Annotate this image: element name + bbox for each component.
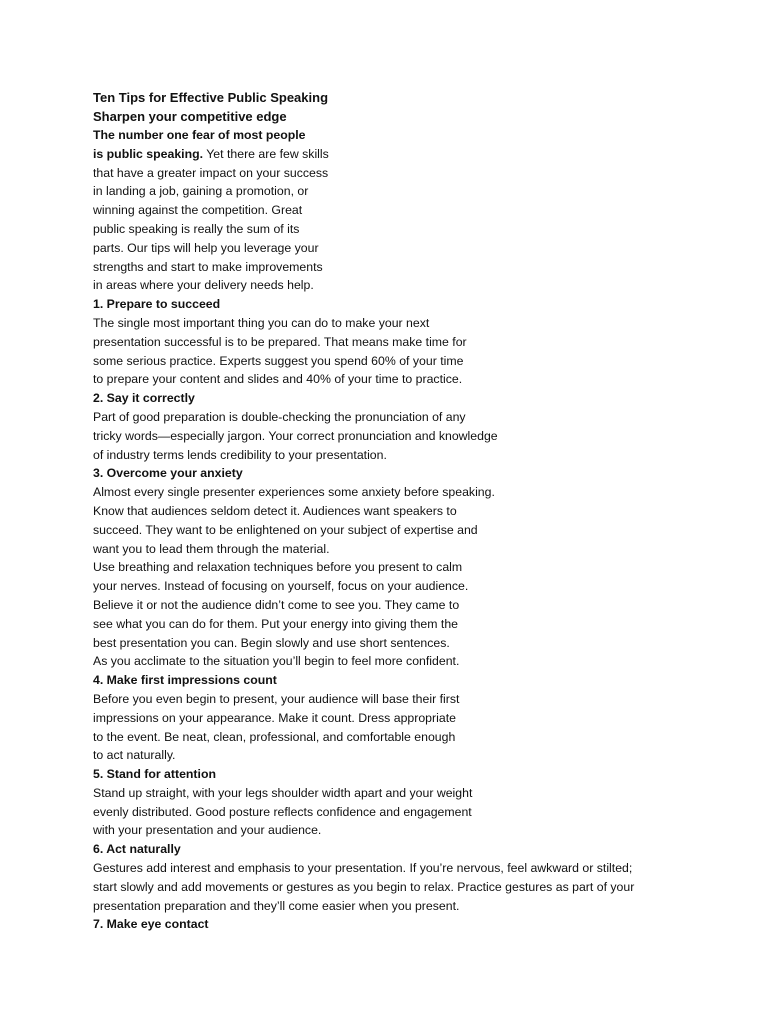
section-line: start slowly and add movements or gestures as you begin to relax. Practice gestures as part of your xyxy=(93,879,635,894)
section-line: best presentation you can. Begin slowly and use short sentences. xyxy=(93,635,450,650)
document-page xyxy=(93,88,733,934)
section-line: Almost every single presenter experiences some anxiety before speaking. xyxy=(93,485,495,500)
intro-line: in landing a job, gaining a promotion, or xyxy=(93,184,309,199)
section-line: Know that audiences seldom detect it. Audiences want speakers to xyxy=(93,503,457,518)
intro-lead-rest: Yet there are few skills xyxy=(203,146,329,161)
intro-line: that have a greater impact on your success xyxy=(93,165,329,180)
section-heading: 7. Make eye contact xyxy=(93,917,209,932)
section-line: The single most important thing you can do to make your next xyxy=(93,315,430,330)
section-heading: 1. Prepare to succeed xyxy=(93,297,221,312)
section-line: tricky words—especially jargon. Your correct pronunciation and knowledge xyxy=(93,428,498,443)
section-line: Use breathing and relaxation techniques before you present to calm xyxy=(93,560,463,575)
intro-line: winning against the competition. Great xyxy=(93,203,303,218)
section-line: your nerves. Instead of focusing on yourself, focus on your audience. xyxy=(93,579,469,594)
section-first-impressions xyxy=(93,671,733,765)
section-line: see what you can do for them. Put your energy into giving them the xyxy=(93,616,459,631)
section-line: some serious practice. Experts suggest you spend 60% of your time xyxy=(93,353,464,368)
intro-paragraph xyxy=(93,126,733,295)
section-line: Gestures add interest and emphasis to your presentation. If you’re nervous, feel awkward or stilted; xyxy=(93,861,633,876)
intro-line: public speaking is really the sum of its xyxy=(93,221,300,236)
section-line: impressions on your appearance. Make it count. Dress appropriate xyxy=(93,710,456,725)
section-line: presentation preparation and they’ll come easier when you present. xyxy=(93,898,460,913)
section-heading: 5. Stand for attention xyxy=(93,767,216,782)
section-line: presentation successful is to be prepared. That means make time for xyxy=(93,334,467,349)
document-title: Ten Tips for Effective Public Speaking xyxy=(93,90,329,105)
section-overcome-anxiety xyxy=(93,464,733,671)
section-line: with your presentation and your audience. xyxy=(93,823,322,838)
section-heading: 2. Say it correctly xyxy=(93,391,195,406)
section-line: to prepare your content and slides and 40% of your time to practice. xyxy=(93,372,463,387)
intro-line: parts. Our tips will help you leverage your xyxy=(93,240,319,255)
intro-lead-line: The number one fear of most people xyxy=(93,128,306,142)
section-line: Stand up straight, with your legs shoulder width apart and your weight xyxy=(93,785,473,800)
section-say-it-correctly xyxy=(93,389,733,464)
section-line: succeed. They want to be enlightened on your subject of expertise and xyxy=(93,522,478,537)
intro-lead-line-2 xyxy=(93,145,733,164)
section-line: to act naturally. xyxy=(93,748,176,763)
intro-lead-bold: is public speaking. xyxy=(93,146,204,161)
section-line: of industry terms lends credibility to your presentation. xyxy=(93,447,387,462)
section-line: want you to lead them through the material. xyxy=(93,541,330,556)
section-stand-for-attention xyxy=(93,765,733,840)
intro-line: in areas where your delivery needs help. xyxy=(93,278,314,293)
section-line: As you acclimate to the situation you’ll begin to feel more confident. xyxy=(93,654,460,669)
section-line: Before you even begin to present, your audience will base their first xyxy=(93,691,460,706)
section-line: Part of good preparation is double-checking the pronunciation of any xyxy=(93,409,466,424)
section-heading: 3. Overcome your anxiety xyxy=(93,466,243,481)
section-prepare-to-succeed xyxy=(93,295,733,389)
intro-line: strengths and start to make improvements xyxy=(93,259,323,274)
section-act-naturally xyxy=(93,840,733,915)
section-heading: 4. Make first impressions count xyxy=(93,673,277,688)
document-subtitle: Sharpen your competitive edge xyxy=(93,109,287,124)
section-line: to the event. Be neat, clean, professional, and comfortable enough xyxy=(93,729,456,744)
section-line: Believe it or not the audience didn’t come to see you. They came to xyxy=(93,597,460,612)
section-line: evenly distributed. Good posture reflects confidence and engagement xyxy=(93,804,472,819)
section-heading: 6. Act naturally xyxy=(93,842,181,857)
section-eye-contact xyxy=(93,915,733,934)
